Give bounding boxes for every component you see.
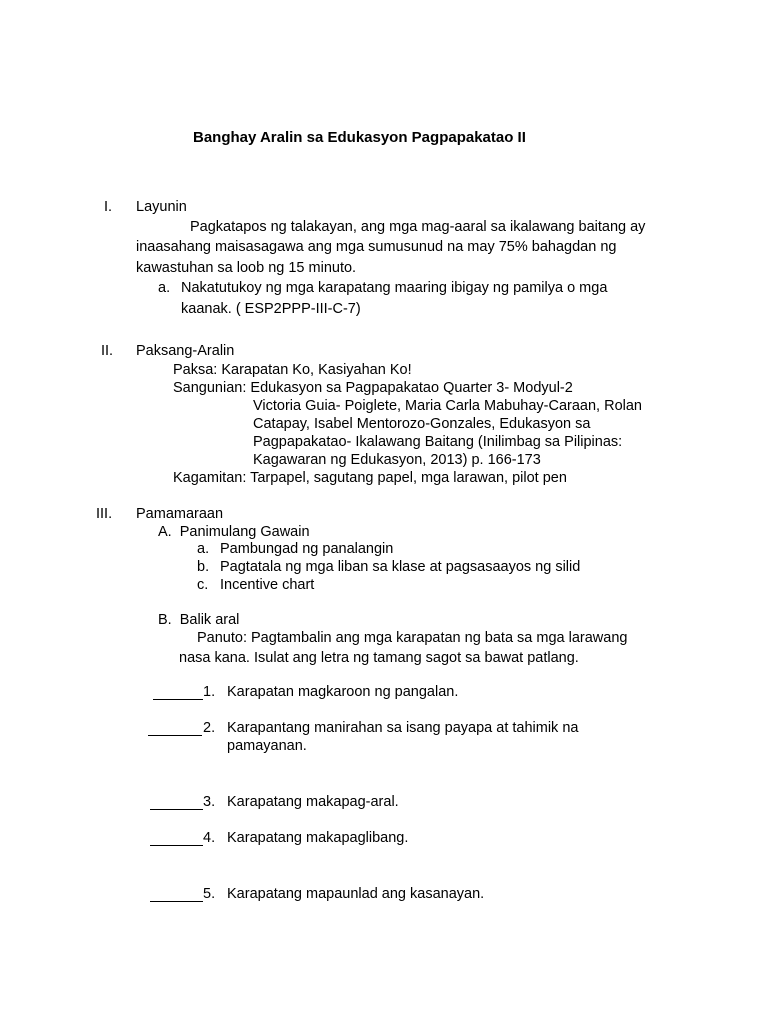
quiz-item-5-text: Karapatang mapaunlad ang kasanayan. <box>227 886 485 902</box>
panuto-line-1: Panuto: Pagtambalin ang mga karapatan ng bata sa mga larawang <box>197 630 628 646</box>
answer-blank-5[interactable] <box>150 900 203 902</box>
activity-b-marker: b. <box>197 559 210 575</box>
section-2-numeral: II. <box>101 343 114 359</box>
section-1-numeral: I. <box>104 199 113 215</box>
section-3-heading: Pamamaraan <box>136 506 224 522</box>
quiz-item-5-number: 5. <box>203 886 216 902</box>
objective-a-line-2: kaanak. ( ESP2PPP-III-C-7) <box>181 301 361 317</box>
activity-c-marker: c. <box>197 577 209 593</box>
quiz-item-3-text: Karapatang makapag-aral. <box>227 794 399 810</box>
activity-c-text: Incentive chart <box>220 577 315 593</box>
section-3-numeral: III. <box>96 506 113 522</box>
sangunian-line-5: Kagawaran ng Edukasyon, 2013) p. 166-173 <box>253 452 541 468</box>
sangunian-line-1: Sangunian: Edukasyon sa Pagpapakatao Quarter 3- Modyul-2 <box>173 380 573 396</box>
quiz-item-2-text: Karapantang manirahan sa isang payapa at tahimik na <box>227 720 579 736</box>
layunin-para-line-3: kawastuhan sa loob ng 15 minuto. <box>136 260 357 276</box>
answer-blank-3[interactable] <box>150 808 203 810</box>
quiz-item-4-text: Karapatang makapaglibang. <box>227 830 409 846</box>
layunin-para-line-2: inaasahang maisasagawa ang mga sumusunud na may 75% bahagdan ng <box>136 239 617 255</box>
quiz-item-2-number: 2. <box>203 720 216 736</box>
sangunian-line-4: Pagpapakatao- Ikalawang Baitang (Inilimbag sa Pilipinas: <box>253 434 623 450</box>
answer-blank-2[interactable] <box>148 734 202 736</box>
objective-a-line-1: Nakatutukoy ng mga karapatang maaring ibigay ng pamilya o mga <box>181 280 608 296</box>
objective-a-marker: a. <box>158 280 171 296</box>
answer-blank-1[interactable] <box>153 698 203 700</box>
subsection-a-heading: A. Panimulang Gawain <box>158 524 310 540</box>
activity-a-marker: a. <box>197 541 210 557</box>
section-1-heading: Layunin <box>136 199 187 215</box>
paksa-line: Paksa: Karapatan Ko, Kasiyahan Ko! <box>173 362 412 378</box>
sangunian-line-3: Catapay, Isabel Mentorozo-Gonzales, Edukasyon sa <box>253 416 591 432</box>
quiz-item-4-number: 4. <box>203 830 216 846</box>
answer-blank-4[interactable] <box>150 844 203 846</box>
sangunian-line-2: Victoria Guia- Poiglete, Maria Carla Mabuhay-Caraan, Rolan <box>253 398 643 414</box>
quiz-item-2-text-cont: pamayanan. <box>227 738 307 754</box>
document-title: Banghay Aralin sa Edukasyon Pagpapakatao II <box>193 129 526 146</box>
quiz-item-1-number: 1. <box>203 684 216 700</box>
layunin-para-line-1: Pagkatapos ng talakayan, ang mga mag-aaral sa ikalawang baitang ay <box>190 219 646 235</box>
subsection-b-heading: B. Balik aral <box>158 612 240 628</box>
kagamitan-line: Kagamitan: Tarpapel, sagutang papel, mga larawan, pilot pen <box>173 470 567 486</box>
section-2-heading: Paksang-Aralin <box>136 343 235 359</box>
panuto-line-2: nasa kana. Isulat ang letra ng tamang sagot sa bawat patlang. <box>179 650 579 666</box>
quiz-item-3-number: 3. <box>203 794 216 810</box>
activity-a-text: Pambungad ng panalangin <box>220 541 394 557</box>
activity-b-text: Pagtatala ng mga liban sa klase at pagsasaayos ng silid <box>220 559 581 575</box>
quiz-item-1-text: Karapatan magkaroon ng pangalan. <box>227 684 459 700</box>
